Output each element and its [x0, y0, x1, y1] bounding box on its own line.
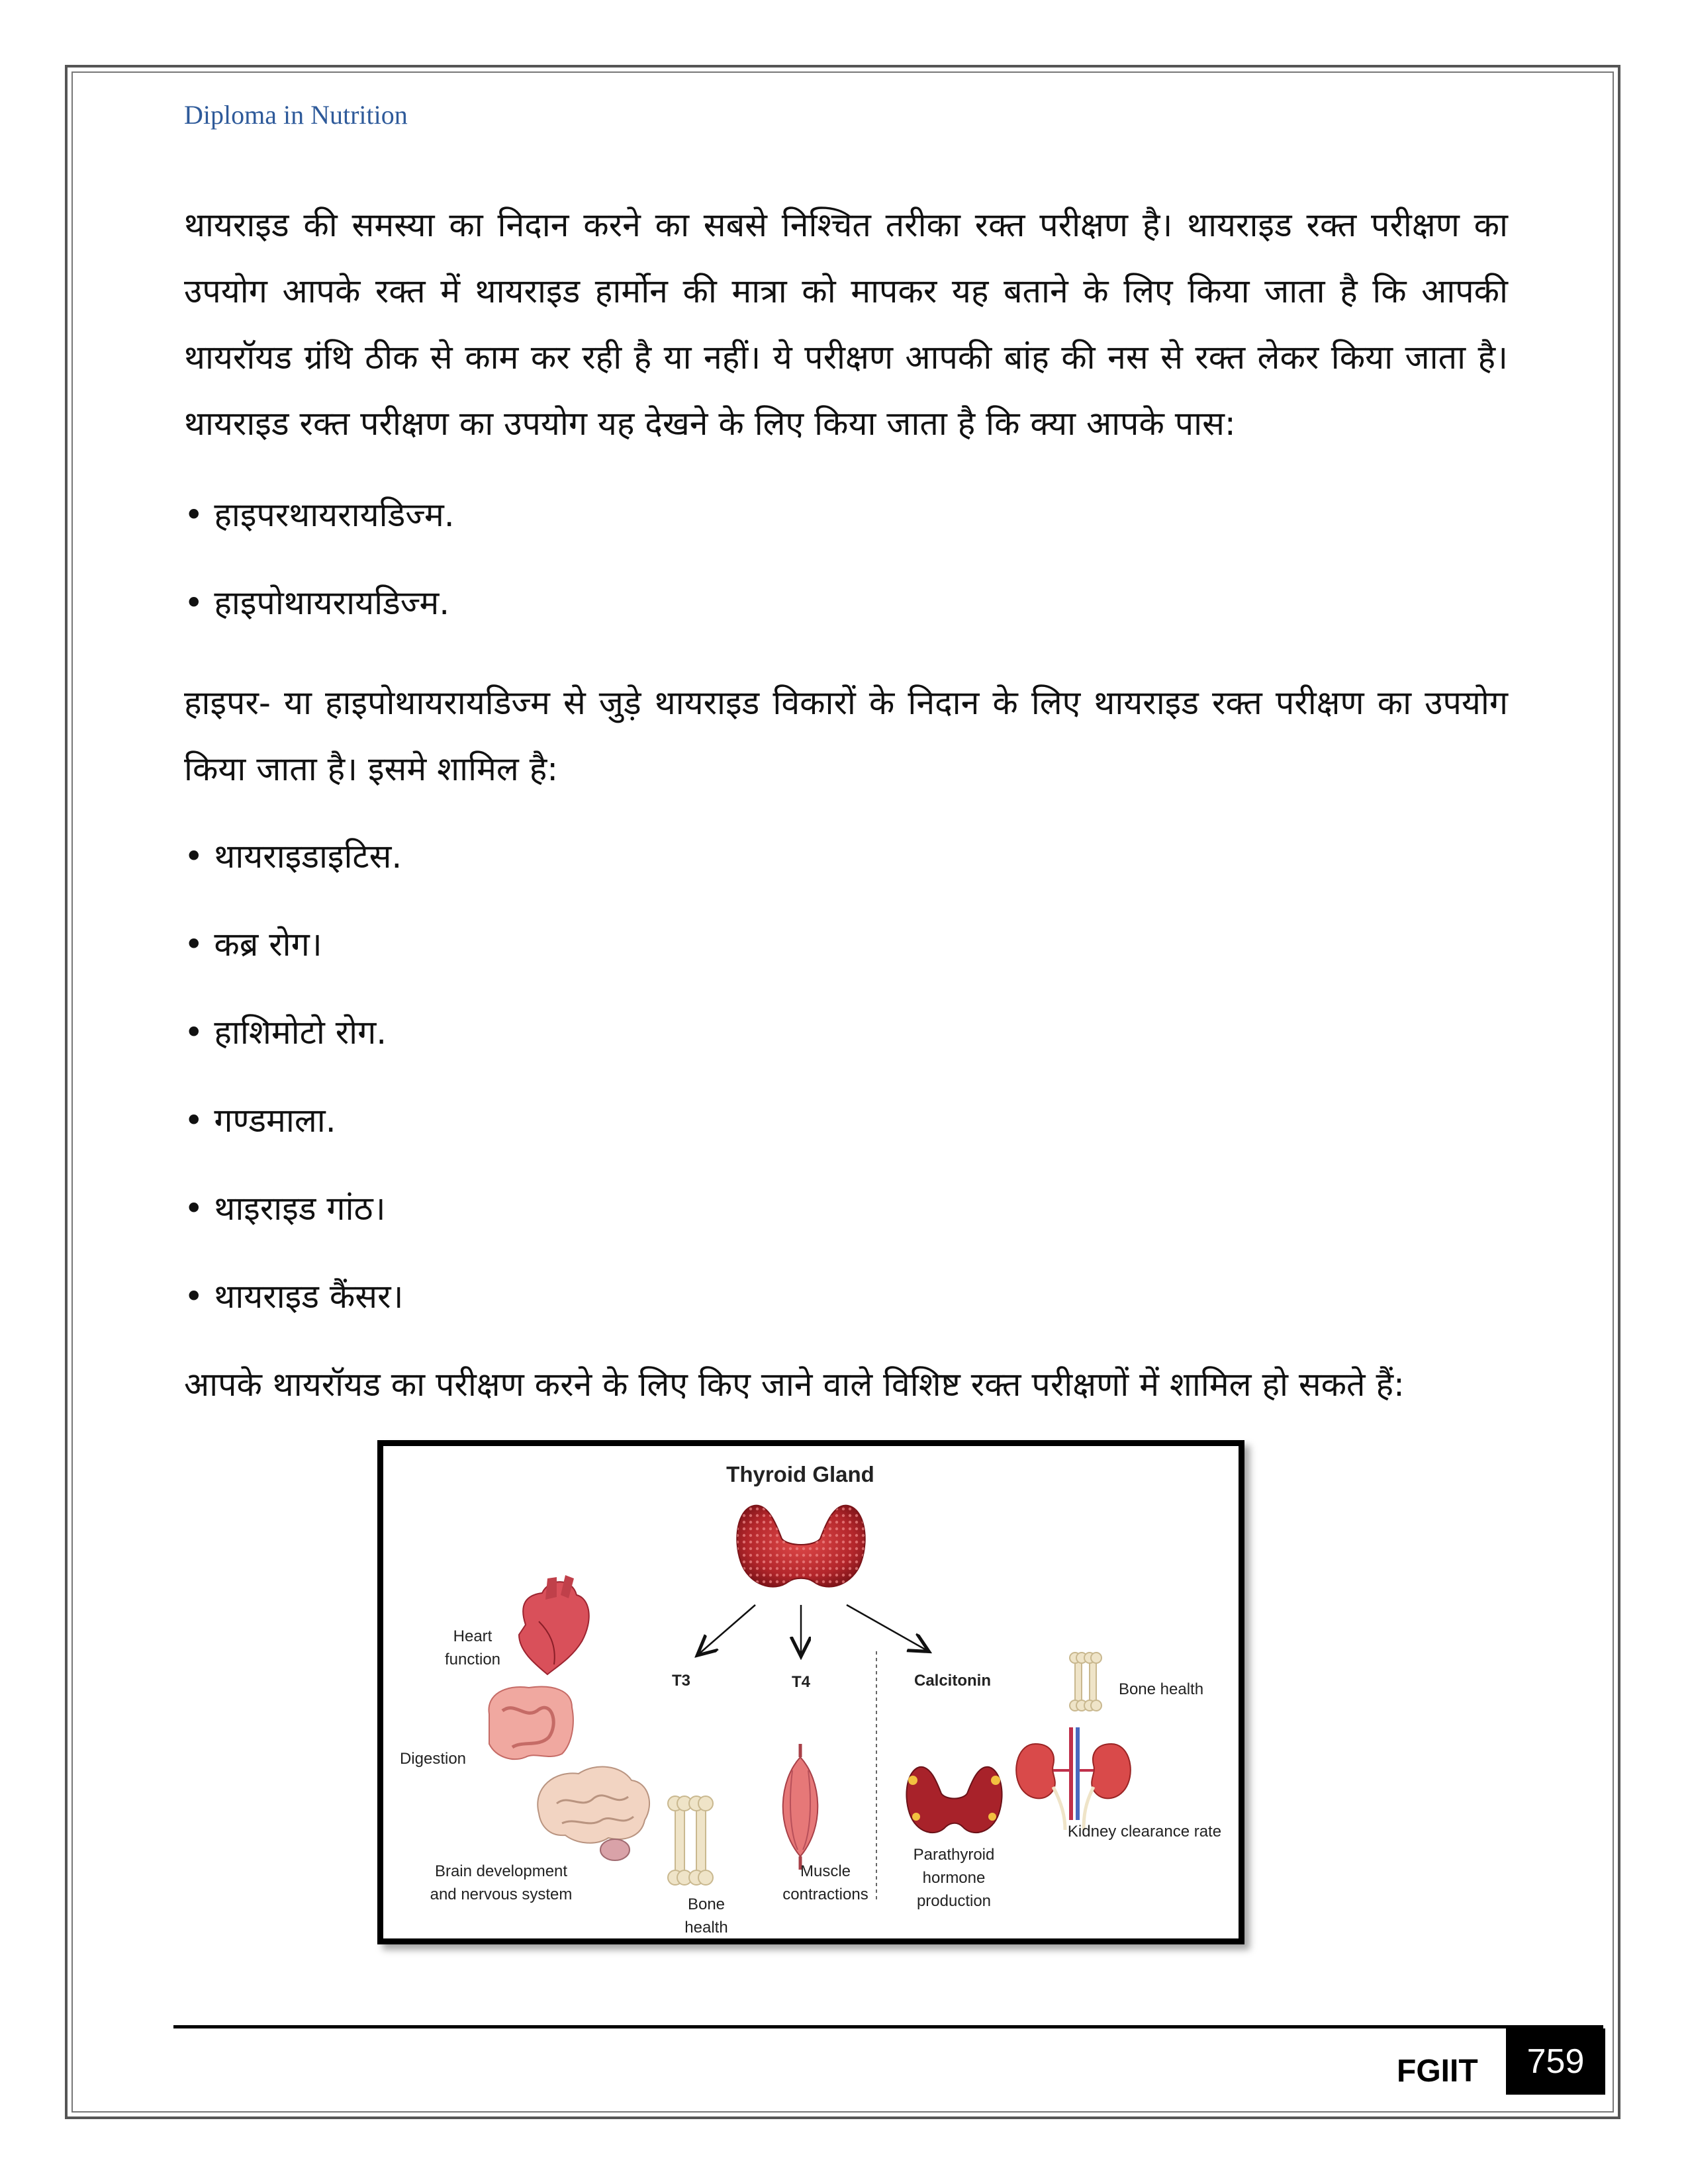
brain-icon — [538, 1767, 649, 1860]
paragraph-tests: आपके थायरॉयड का परीक्षण करने के लिए किए जाने वाले विशिष्ट रक्त परीक्षणों में शामिल हो सकते हैं: — [184, 1365, 1405, 1404]
thyroid-figure — [377, 1440, 1244, 1944]
header-title: Diploma in Nutrition — [184, 100, 408, 130]
list-item: • गण्डमाला. — [184, 1101, 336, 1140]
paragraph-intro: थायराइड की समस्या का निदान करने का सबसे निश्चित तरीका रक्त परीक्षण है। थायराइड रक्त परीक्षण का उपयोग आपके रक्त में थायराइड हार्मोन की मात्रा को मापकर यह बताने के लिए किया जाता है कि आपकी थायरॉयड ग्रंथि ठीक से काम कर रही है या नहीं। ये परीक्षण आपकी बांह की नस से रक्त लेकर किया जाता है। थायराइड रक्त परीक्षण का उपयोग यह देखने के लिए किया जाता है कि क्या आपके पास: — [184, 206, 1508, 443]
bone-label-1: Bone — [687, 1895, 726, 1913]
list-item: • थायराइडाइटिस. — [184, 837, 402, 876]
calcitonin-label: Calcitonin — [914, 1672, 992, 1690]
muscle-label-2: contractions — [782, 1886, 868, 1903]
bone-label-2: health — [684, 1919, 728, 1936]
list-item: • हाशिमोटो रोग. — [184, 1013, 387, 1052]
t3-label: T3 — [671, 1672, 691, 1690]
arrow-calcitonin — [847, 1605, 926, 1650]
brain-label-1: Brain development — [434, 1862, 568, 1880]
list-item: • हाइपोथायरायडिज्म. — [184, 584, 450, 622]
heart-icon — [519, 1575, 589, 1674]
bone-icon — [668, 1796, 713, 1885]
figure-title: Thyroid Gland — [726, 1462, 874, 1486]
footer-divider — [173, 2025, 1603, 2028]
parathyroid-icon — [906, 1767, 1002, 1833]
list-item: • कब्र रोग। — [184, 925, 322, 964]
arrow-t3 — [700, 1605, 755, 1653]
parathyroid-label-2: hormone — [922, 1869, 986, 1887]
main-content — [184, 192, 1508, 1418]
parathyroid-label-3: production — [916, 1892, 992, 1910]
digestion-label: Digestion — [399, 1750, 467, 1768]
list-item: • थाइराइड गांठ। — [184, 1189, 386, 1228]
brain-label-2: and nervous system — [430, 1886, 573, 1903]
footer-brand: FGIIT — [1397, 2054, 1478, 2089]
paragraph-disorders: हाइपर- या हाइपोथायरायडिज्म से जुड़े थायराइड विकारों के निदान के लिए थायराइड रक्त परीक्षण का उपयोग किया जाता है। इसमे शामिल है: — [184, 684, 1508, 788]
list-item: • थायराइड कैंसर। — [184, 1277, 404, 1316]
muscle-label-1: Muscle — [800, 1862, 851, 1880]
intestine-icon — [489, 1687, 573, 1759]
bone-health-label: Bone health — [1118, 1680, 1204, 1698]
bone-small-icon — [1070, 1653, 1102, 1711]
thyroid-icon — [737, 1506, 865, 1587]
muscle-icon — [783, 1744, 818, 1870]
kidney-label: Kidney clearance rate — [1067, 1823, 1222, 1841]
page-number: 759 — [1506, 2028, 1605, 2095]
thyroid-diagram — [383, 1446, 1239, 1938]
parathyroid-label-1: Parathyroid — [913, 1846, 995, 1864]
heart-label-1: Heart — [453, 1627, 492, 1645]
list-item: • हाइपरथायरायडिज्म. — [184, 496, 455, 534]
heart-label-2: function — [444, 1651, 501, 1668]
kidney-icon — [1016, 1727, 1131, 1830]
t4-label: T4 — [791, 1673, 811, 1691]
